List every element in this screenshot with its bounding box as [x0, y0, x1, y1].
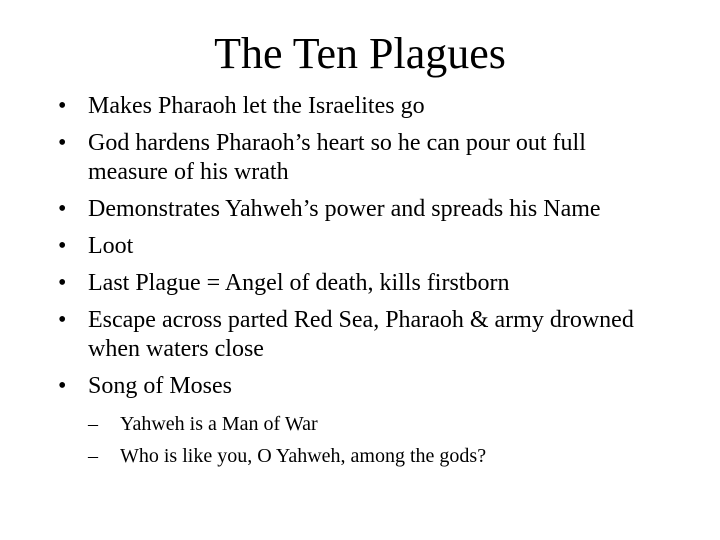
sub-bullet-item	[88, 411, 658, 437]
sub-bullet-text: Who is like you, O Yahweh, among the gods?	[120, 445, 487, 467]
bullet-text: Loot	[88, 233, 134, 259]
bullet-item	[58, 92, 658, 121]
sub-bullet-marker: –	[88, 413, 98, 435]
bullet-text: Song of Moses	[88, 373, 233, 399]
sub-bullet-text: Yahweh is a Man of War	[120, 413, 318, 435]
bullet-text: God hardens Pharaoh’s heart so he can pour out full measure of his wrath	[88, 130, 586, 185]
bullet-marker: •	[58, 307, 67, 333]
bullet-text: Makes Pharaoh let the Israelites go	[88, 93, 425, 119]
sub-bullet-list	[88, 411, 658, 469]
sub-bullet-item	[88, 443, 658, 469]
bullet-item	[58, 306, 658, 364]
bullet-text: Demonstrates Yahweh’s power and spreads his Name	[88, 196, 601, 222]
bullet-item	[58, 129, 658, 187]
bullet-item	[58, 269, 658, 298]
bullet-list	[58, 92, 658, 477]
bullet-marker: •	[58, 233, 67, 259]
slide-title: The Ten Plagues	[214, 29, 506, 78]
bullet-marker: •	[58, 373, 67, 399]
bullet-text: Last Plague = Angel of death, kills firstborn	[88, 270, 510, 296]
bullet-item	[58, 232, 658, 261]
sub-bullet-marker: –	[88, 445, 98, 467]
bullet-text: Escape across parted Red Sea, Pharaoh & army drowned when waters close	[88, 307, 634, 362]
bullet-marker: •	[58, 130, 67, 156]
bullet-marker: •	[58, 196, 67, 222]
bullet-item	[58, 195, 658, 224]
bullet-item	[58, 372, 658, 469]
bullet-marker: •	[58, 270, 67, 296]
bullet-marker: •	[58, 93, 67, 119]
